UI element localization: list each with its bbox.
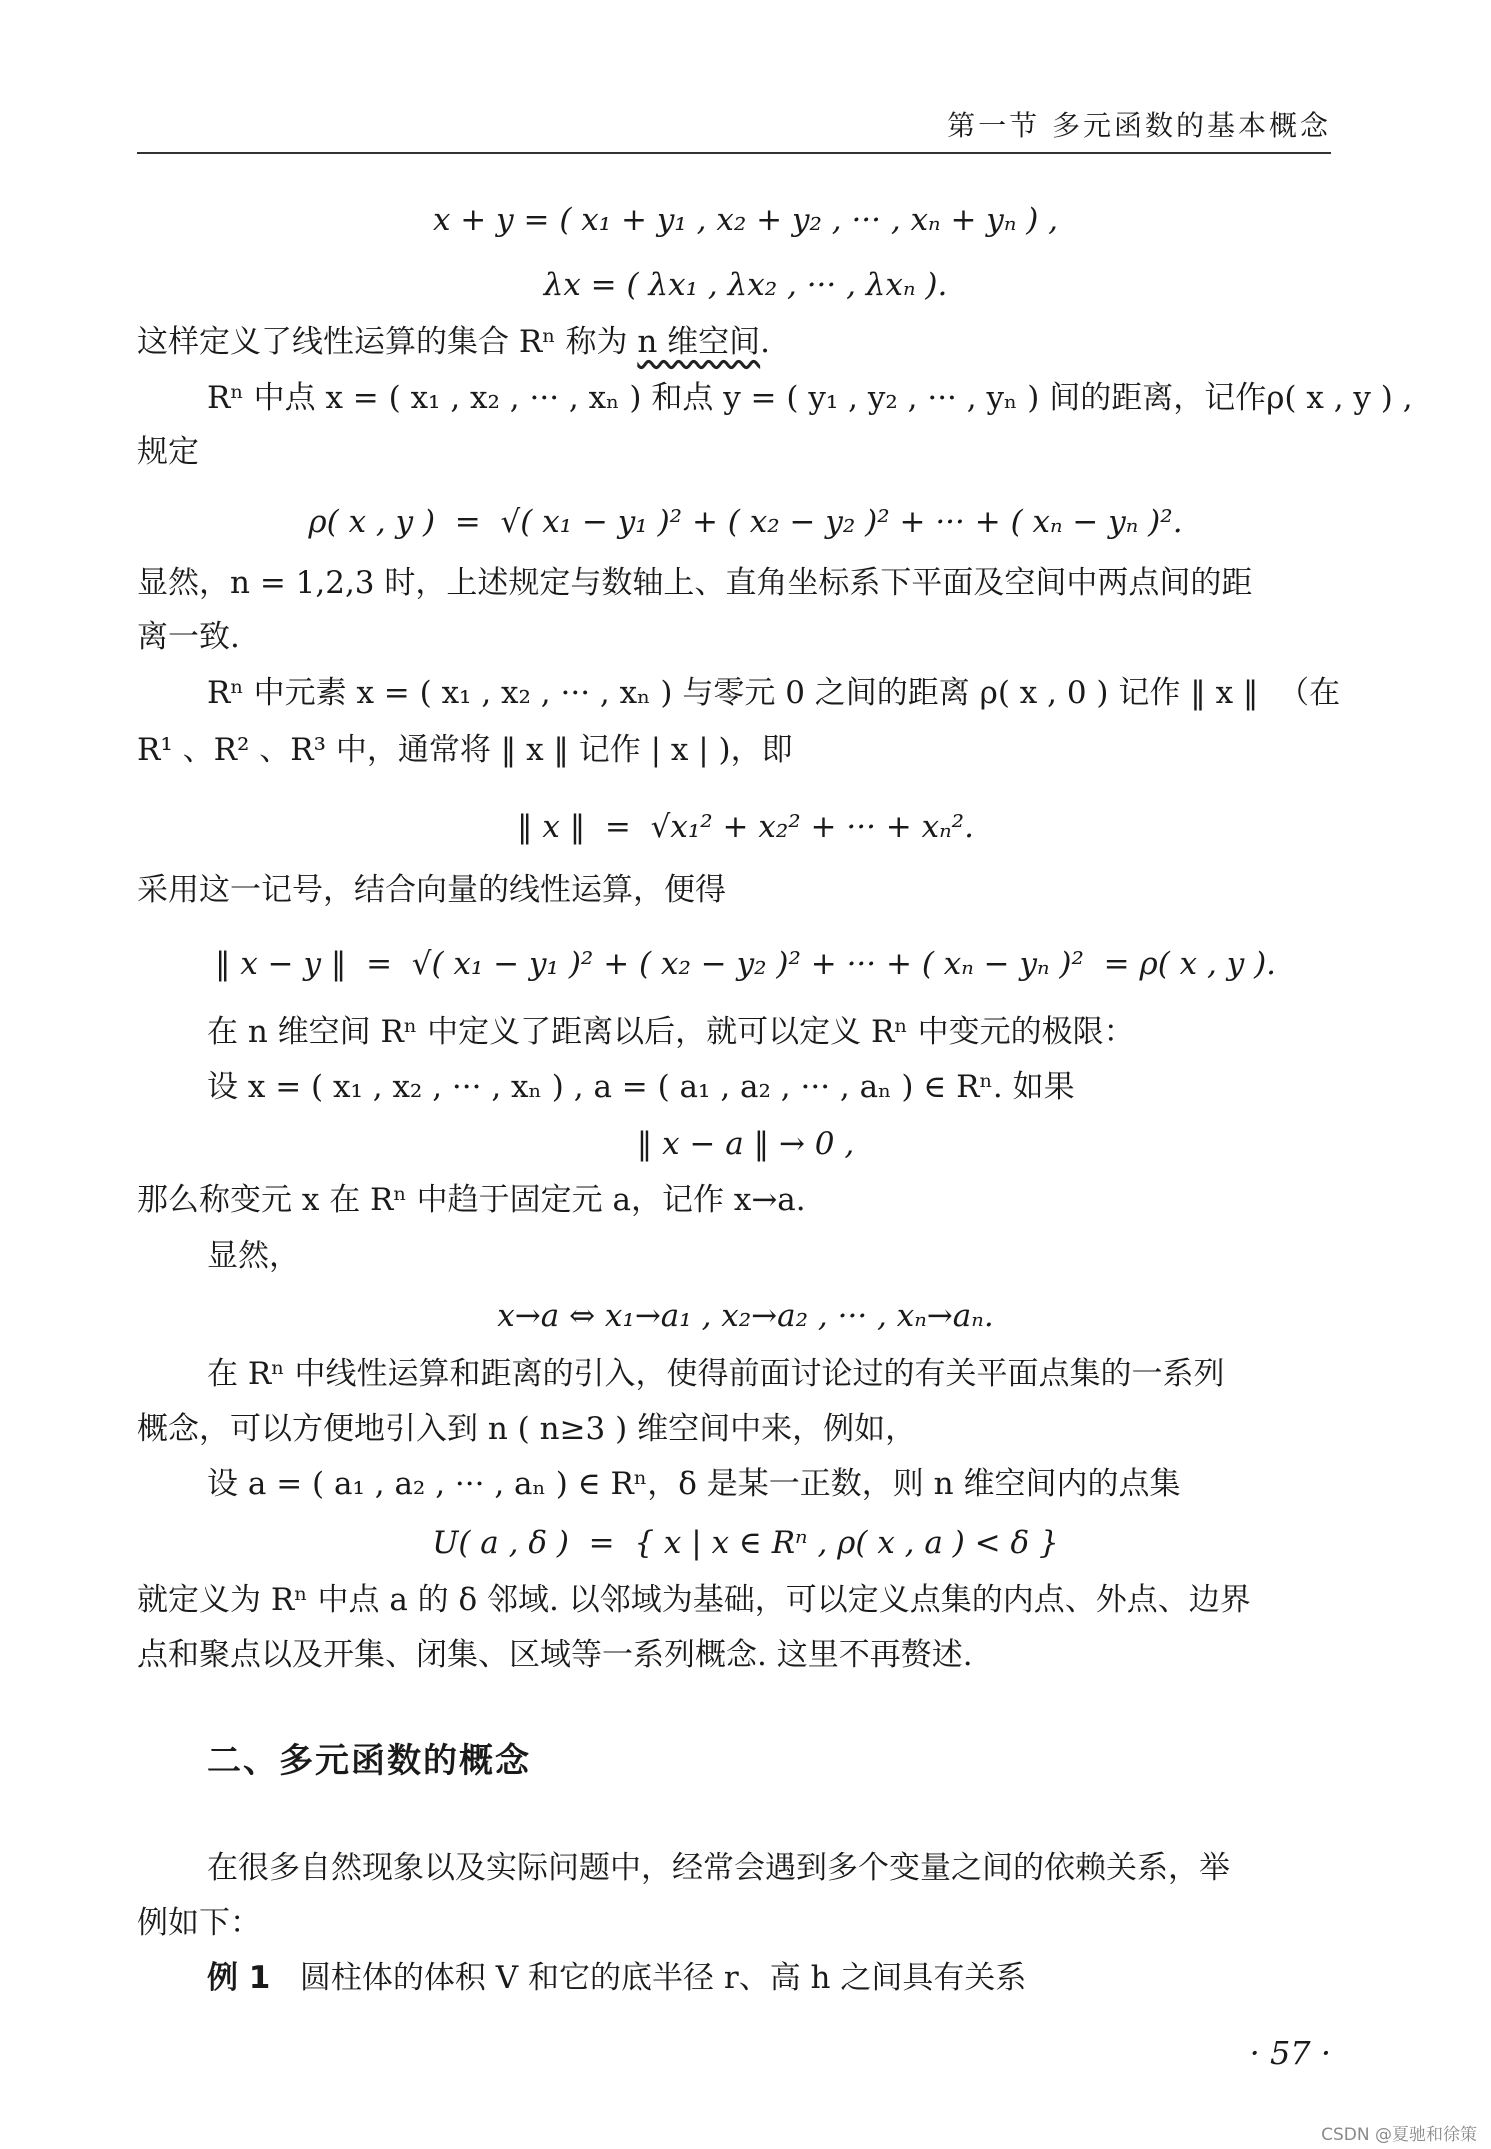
paragraph-definition-rn — [137, 322, 770, 362]
defined-term: n 维空间 — [637, 324, 761, 360]
paragraph-notation: 采用这一记号，结合向量的线性运算，便得 — [137, 872, 726, 908]
section-heading: 二、多元函数的概念 — [207, 1741, 531, 1781]
paragraph-generalization-line2: 概念，可以方便地引入到 n ( n≥3 ) 维空间中来，例如， — [137, 1411, 917, 1447]
equation-neighborhood: U( a , δ ) = { x | x ∈ Rⁿ , ρ( x , a ) < δ } — [432, 1525, 1059, 1561]
paragraph-dependency-line1: 在很多自然现象以及实际问题中，经常会遇到多个变量之间的依赖关系，举 — [207, 1850, 1230, 1886]
paragraph-norm-line1: Rⁿ 中元素 x = ( x₁ , x₂ , ··· , xₙ ) 与零元 0 之间的距离 ρ( x , 0 ) 记作 ‖ x ‖ （在 — [207, 675, 1341, 711]
example-label: 例 1 — [207, 1960, 271, 1996]
paragraph-neighborhood-line1: 就定义为 Rⁿ 中点 a 的 δ 邻域. 以邻域为基础，可以定义点集的内点、外点、边界 — [137, 1582, 1251, 1618]
paragraph-generalization-line1: 在 Rⁿ 中线性运算和距离的引入，使得前面讨论过的有关平面点集的一系列 — [207, 1356, 1225, 1392]
paragraph-limit-intro: 在 n 维空间 Rⁿ 中定义了距离以后，就可以定义 Rⁿ 中变元的极限： — [207, 1014, 1135, 1050]
paragraph-consistency-line1: 显然，n = 1,2,3 时，上述规定与数轴上、直角坐标系下平面及空间中两点间的距 — [137, 565, 1253, 601]
paragraph-text: 这样定义了线性运算的集合 Rⁿ 称为 — [137, 324, 638, 360]
equation-norm-difference: ‖ x − y ‖ = √( x₁ − y₁ )² + ( x₂ − y₂ )² + ··· + ( xₙ − yₙ )² = ρ( x , y ). — [214, 946, 1277, 982]
watermark: CSDN @夏驰和徐策 — [1321, 2125, 1477, 2145]
paragraph-consistency-line2: 离一致. — [137, 619, 240, 655]
equation-norm: ‖ x ‖ = √x₁² + x₂² + ··· + xₙ². — [517, 809, 974, 845]
paragraph-obviously: 显然， — [207, 1238, 300, 1274]
paragraph-dependency-line2: 例如下： — [137, 1905, 261, 1941]
paragraph-neighborhood-line2: 点和聚点以及开集、闭集、区域等一系列概念. 这里不再赘述. — [137, 1637, 973, 1673]
equation-scalar-multiple: λx = ( λx₁ , λx₂ , ··· , λxₙ ). — [543, 267, 948, 303]
paragraph-distance-line1: Rⁿ 中点 x = ( x₁ , x₂ , ··· , xₙ ) 和点 y = ( y₁ , y₂ , ··· , yₙ ) 间的距离，记作ρ( x , y ) , — [207, 380, 1413, 416]
paragraph-period: . — [760, 324, 770, 360]
page-header-rule — [137, 152, 1331, 154]
paragraph-neighborhood-setup: 设 a = ( a₁ , a₂ , ··· , aₙ ) ∈ Rⁿ，δ 是某一正数，则 n 维空间内的点集 — [207, 1466, 1181, 1502]
example-text: 圆柱体的体积 V 和它的底半径 r、高 h 之间具有关系 — [270, 1960, 1027, 1996]
paragraph-limit-definition: 那么称变元 x 在 Rⁿ 中趋于固定元 a，记作 x→a. — [137, 1182, 806, 1218]
equation-limit: ‖ x − a ‖ → 0 , — [636, 1126, 855, 1162]
equation-vector-sum: x + y = ( x₁ + y₁ , x₂ + y₂ , ··· , xₙ + yₙ ) , — [432, 202, 1059, 238]
paragraph-norm-line2: R¹ 、R² 、R³ 中，通常将 ‖ x ‖ 记作 | x | )，即 — [137, 732, 793, 768]
example-1 — [207, 1958, 1026, 1998]
paragraph-distance-line2: 规定 — [137, 434, 199, 470]
paragraph-limit-setup: 设 x = ( x₁ , x₂ , ··· , xₙ ) , a = ( a₁ , a₂ , ··· , aₙ ) ∈ Rⁿ. 如果 — [207, 1069, 1075, 1105]
page-number: · 57 · — [1249, 2034, 1331, 2072]
equation-distance: ρ( x , y ) = √( x₁ − y₁ )² + ( x₂ − y₂ )² + ··· + ( xₙ − yₙ )². — [308, 504, 1183, 540]
equation-componentwise-limit: x→a ⇔ x₁→a₁ , x₂→a₂ , ··· , xₙ→aₙ. — [497, 1298, 994, 1334]
page-header-title: 第一节 多元函数的基本概念 — [947, 109, 1331, 142]
